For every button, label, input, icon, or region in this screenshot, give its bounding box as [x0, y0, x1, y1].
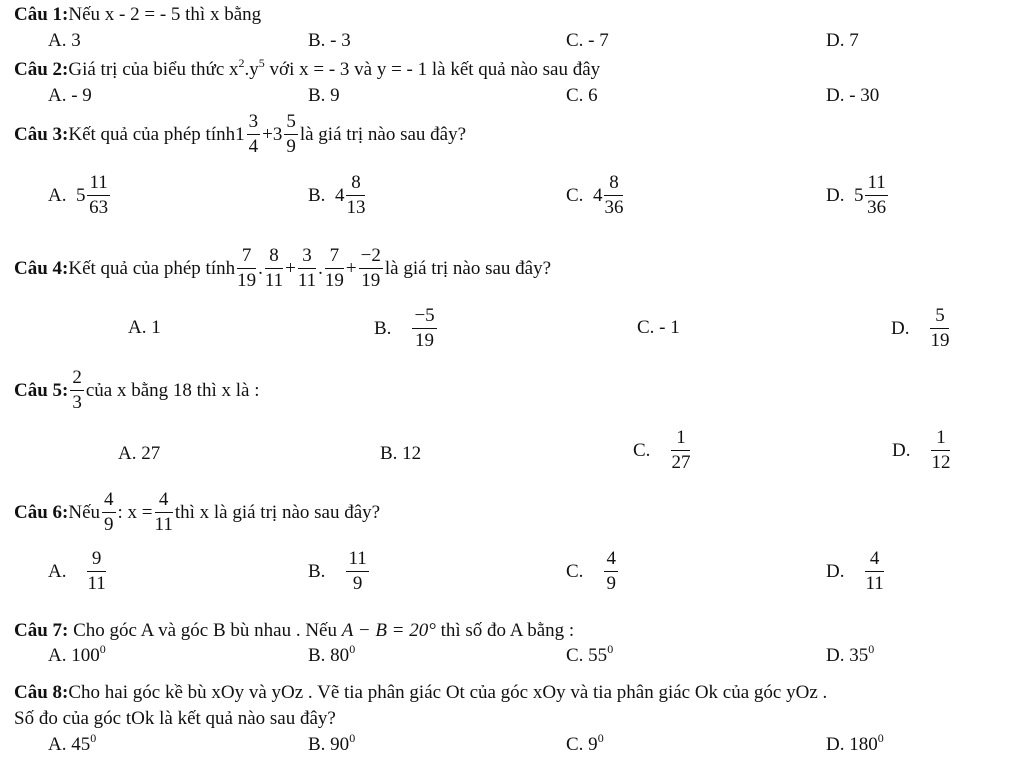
- multiply-dot: .: [318, 257, 323, 279]
- question-1: [14, 5, 261, 24]
- question-label: Câu 7:: [14, 620, 69, 641]
- question-7: [14, 621, 574, 640]
- option-d[interactable]: [892, 428, 952, 473]
- option-d[interactable]: [891, 306, 951, 351]
- fraction: [931, 428, 950, 473]
- denominator: 13: [346, 196, 366, 218]
- option-d[interactable]: D. 7: [826, 30, 859, 51]
- option-text: A. 100: [48, 645, 100, 666]
- fraction: [359, 246, 383, 291]
- question-text-2: thì x là giá trị nào sau đây?: [174, 501, 381, 523]
- question-text-3: bằng :: [522, 620, 575, 641]
- numerator: 4: [155, 490, 173, 513]
- denominator: 3: [72, 391, 82, 413]
- whole: 4: [592, 184, 603, 206]
- question-label: Câu 1:: [14, 4, 69, 25]
- degree-superscript: 0: [868, 642, 875, 656]
- option-letter: B.: [308, 560, 326, 582]
- option-a[interactable]: [48, 549, 108, 594]
- denominator: 11: [297, 269, 317, 291]
- fraction: [930, 306, 949, 351]
- numerator: 7: [237, 246, 256, 269]
- fraction: [604, 549, 618, 594]
- fraction: [671, 428, 690, 473]
- option-a[interactable]: A. - 9: [48, 85, 92, 106]
- option-text: C. 9: [566, 734, 598, 755]
- fraction: [87, 173, 109, 218]
- denominator: 27: [671, 451, 691, 473]
- numerator: 3: [298, 246, 316, 269]
- option-text: D. 180: [826, 734, 878, 755]
- question-text-1: Giá trị của biểu thức x: [68, 59, 239, 80]
- fraction: [155, 490, 173, 535]
- question-8: [14, 683, 827, 702]
- question-text-1: Cho hai góc kề bù xOy và yOz . Vẽ tia phân giác Ot của góc xOy và tia phân giác Ok của góc yOz .: [68, 682, 828, 703]
- denominator: 11: [264, 269, 284, 291]
- denominator: 36: [867, 196, 887, 218]
- fraction: [346, 173, 365, 218]
- option-text: D. 35: [826, 645, 869, 666]
- numerator: −2: [359, 246, 383, 269]
- whole: 3: [272, 123, 283, 145]
- multiply-dot: .: [258, 257, 263, 279]
- option-c[interactable]: [566, 731, 604, 755]
- denominator: 19: [324, 269, 344, 291]
- question-label: Câu 3:: [14, 123, 69, 145]
- option-a[interactable]: A. 27: [118, 443, 161, 464]
- question-label: Câu 4:: [14, 257, 69, 279]
- equation: A − B = 20°: [341, 620, 436, 641]
- option-a[interactable]: [48, 642, 106, 666]
- denominator: 11: [87, 572, 106, 594]
- fraction: [298, 246, 316, 291]
- question-text: của x bằng 18 thì x là :: [85, 379, 260, 401]
- whole: 4: [334, 184, 345, 206]
- denominator: 9: [104, 513, 114, 535]
- question-text-2: là giá trị nào sau đây?: [299, 123, 467, 145]
- option-d[interactable]: [826, 731, 884, 755]
- denominator: 36: [604, 196, 624, 218]
- question-text-2: .y: [244, 59, 259, 80]
- denominator: 19: [237, 269, 257, 291]
- option-b[interactable]: [308, 549, 371, 594]
- option-c[interactable]: [566, 642, 614, 666]
- denominator: 9: [606, 572, 616, 594]
- option-b[interactable]: B. - 3: [308, 30, 351, 51]
- option-d[interactable]: D. - 30: [826, 85, 880, 106]
- option-letter: C.: [633, 439, 651, 461]
- numerator: 4: [102, 490, 116, 513]
- option-c[interactable]: [566, 549, 620, 594]
- option-letter: D.: [891, 317, 910, 339]
- question-8-line-2: Số đo của góc tOk là kết quả nào sau đây?: [14, 708, 336, 729]
- numerator: 9: [87, 549, 105, 572]
- fraction: [865, 173, 887, 218]
- option-c[interactable]: C. - 7: [566, 30, 609, 51]
- whole: 1: [235, 123, 245, 145]
- degree-superscript: 0: [877, 731, 884, 745]
- plus-sign: +: [345, 257, 357, 279]
- degree-superscript: 0: [90, 731, 97, 745]
- numerator: 7: [325, 246, 344, 269]
- mixed-number: [273, 112, 300, 157]
- exponent-5: 5: [258, 56, 265, 70]
- degree-superscript: 0: [99, 642, 106, 656]
- question-text-1: Kết quả của phép tính: [68, 257, 236, 279]
- numerator: 5: [284, 112, 298, 135]
- numerator: 11: [346, 549, 368, 572]
- degree-superscript: 0: [349, 642, 356, 656]
- option-letter: A.: [48, 560, 67, 582]
- option-letter: C.: [566, 184, 584, 206]
- fraction: [604, 173, 623, 218]
- numerator: 5: [930, 306, 949, 329]
- option-text: B. 80: [308, 645, 350, 666]
- option-b[interactable]: [308, 173, 367, 218]
- denominator: 11: [865, 572, 884, 594]
- angle-variable: A: [509, 620, 523, 641]
- option-d[interactable]: [826, 549, 886, 594]
- option-b[interactable]: B. 12: [380, 443, 422, 464]
- question-text-1: Kết quả của phép tính: [68, 123, 236, 145]
- option-b[interactable]: [308, 731, 356, 755]
- fraction: [70, 368, 84, 413]
- option-b[interactable]: [374, 306, 439, 351]
- fraction: [346, 549, 368, 594]
- fraction: [87, 549, 105, 594]
- option-letter: C.: [566, 560, 584, 582]
- whole: 5: [853, 184, 864, 206]
- option-a[interactable]: [48, 731, 97, 755]
- question-text-3: với x = - 3 và y = - 1 là kết quả nào sau đây: [264, 59, 601, 80]
- numerator: 2: [70, 368, 84, 391]
- option-d[interactable]: [826, 173, 890, 218]
- question-text-2: thì số đo: [435, 620, 510, 641]
- option-letter: D.: [826, 560, 845, 582]
- question-3: [14, 112, 466, 157]
- option-b[interactable]: B. 9: [308, 85, 340, 106]
- fraction: [284, 112, 298, 157]
- denominator: 12: [931, 451, 951, 473]
- question-5: [14, 368, 259, 413]
- fraction: [412, 306, 436, 351]
- question-text-1: Cho góc A và góc B bù nhau . Nếu: [68, 620, 342, 641]
- question-label: Câu 8:: [14, 682, 69, 703]
- numerator: 4: [865, 549, 883, 572]
- question-label: Câu 5:: [14, 379, 69, 401]
- option-c[interactable]: [566, 173, 625, 218]
- plus-sign: +: [262, 123, 273, 145]
- option-c[interactable]: C. - 1: [637, 317, 680, 338]
- numerator: −5: [412, 306, 436, 329]
- numerator: 4: [604, 549, 618, 572]
- numerator: 8: [265, 246, 283, 269]
- question-4: [14, 246, 551, 291]
- option-letter: A.: [48, 184, 67, 206]
- question-label: Câu 6:: [14, 501, 69, 523]
- option-letter: D.: [892, 439, 911, 461]
- denominator: 9: [352, 572, 363, 594]
- fraction: [325, 246, 344, 291]
- option-b[interactable]: [308, 642, 356, 666]
- numerator: 8: [604, 173, 623, 196]
- question-6: [14, 490, 380, 535]
- numerator: 1: [931, 428, 950, 451]
- fraction: [865, 549, 883, 594]
- denominator: 4: [248, 135, 259, 157]
- denominator: 19: [415, 329, 435, 351]
- option-letter: D.: [826, 184, 845, 206]
- option-letter: B.: [374, 317, 392, 339]
- fraction: [247, 112, 261, 157]
- question-label: Câu 2:: [14, 59, 69, 80]
- question-text: Nếu x - 2 = - 5 thì x bằng: [68, 4, 262, 25]
- denominator: 9: [286, 135, 296, 157]
- numerator: 11: [87, 173, 109, 196]
- numerator: 1: [671, 428, 690, 451]
- question-text-2: là giá trị nào sau đây?: [384, 257, 552, 279]
- option-a[interactable]: A. 1: [128, 317, 161, 338]
- exponent-2: 2: [238, 56, 245, 70]
- fraction: [237, 246, 256, 291]
- option-a[interactable]: A. 3: [48, 30, 81, 51]
- degree-superscript: 0: [597, 731, 604, 745]
- degree-superscript: 0: [607, 642, 614, 656]
- fraction: [102, 490, 116, 535]
- fraction: [265, 246, 283, 291]
- option-letter: B.: [308, 184, 326, 206]
- option-text: A. 45: [48, 734, 91, 755]
- option-c[interactable]: [633, 428, 692, 473]
- option-a[interactable]: [48, 173, 112, 218]
- denominator: 63: [89, 196, 109, 218]
- denominator: 11: [154, 513, 173, 535]
- equation-middle: : x =: [117, 501, 153, 523]
- mixed-number: [235, 112, 262, 157]
- numerator: 3: [247, 112, 261, 135]
- numerator: 11: [865, 173, 887, 196]
- question-text-1: Nếu: [68, 501, 101, 523]
- option-c[interactable]: C. 6: [566, 85, 598, 106]
- plus-sign: +: [285, 257, 296, 279]
- option-text: B. 90: [308, 734, 350, 755]
- denominator: 19: [930, 329, 950, 351]
- option-d[interactable]: [826, 642, 875, 666]
- degree-superscript: 0: [349, 731, 356, 745]
- numerator: 8: [346, 173, 365, 196]
- question-2: [14, 56, 601, 80]
- denominator: 19: [361, 269, 381, 291]
- option-text: C. 55: [566, 645, 608, 666]
- whole: 5: [75, 184, 86, 206]
